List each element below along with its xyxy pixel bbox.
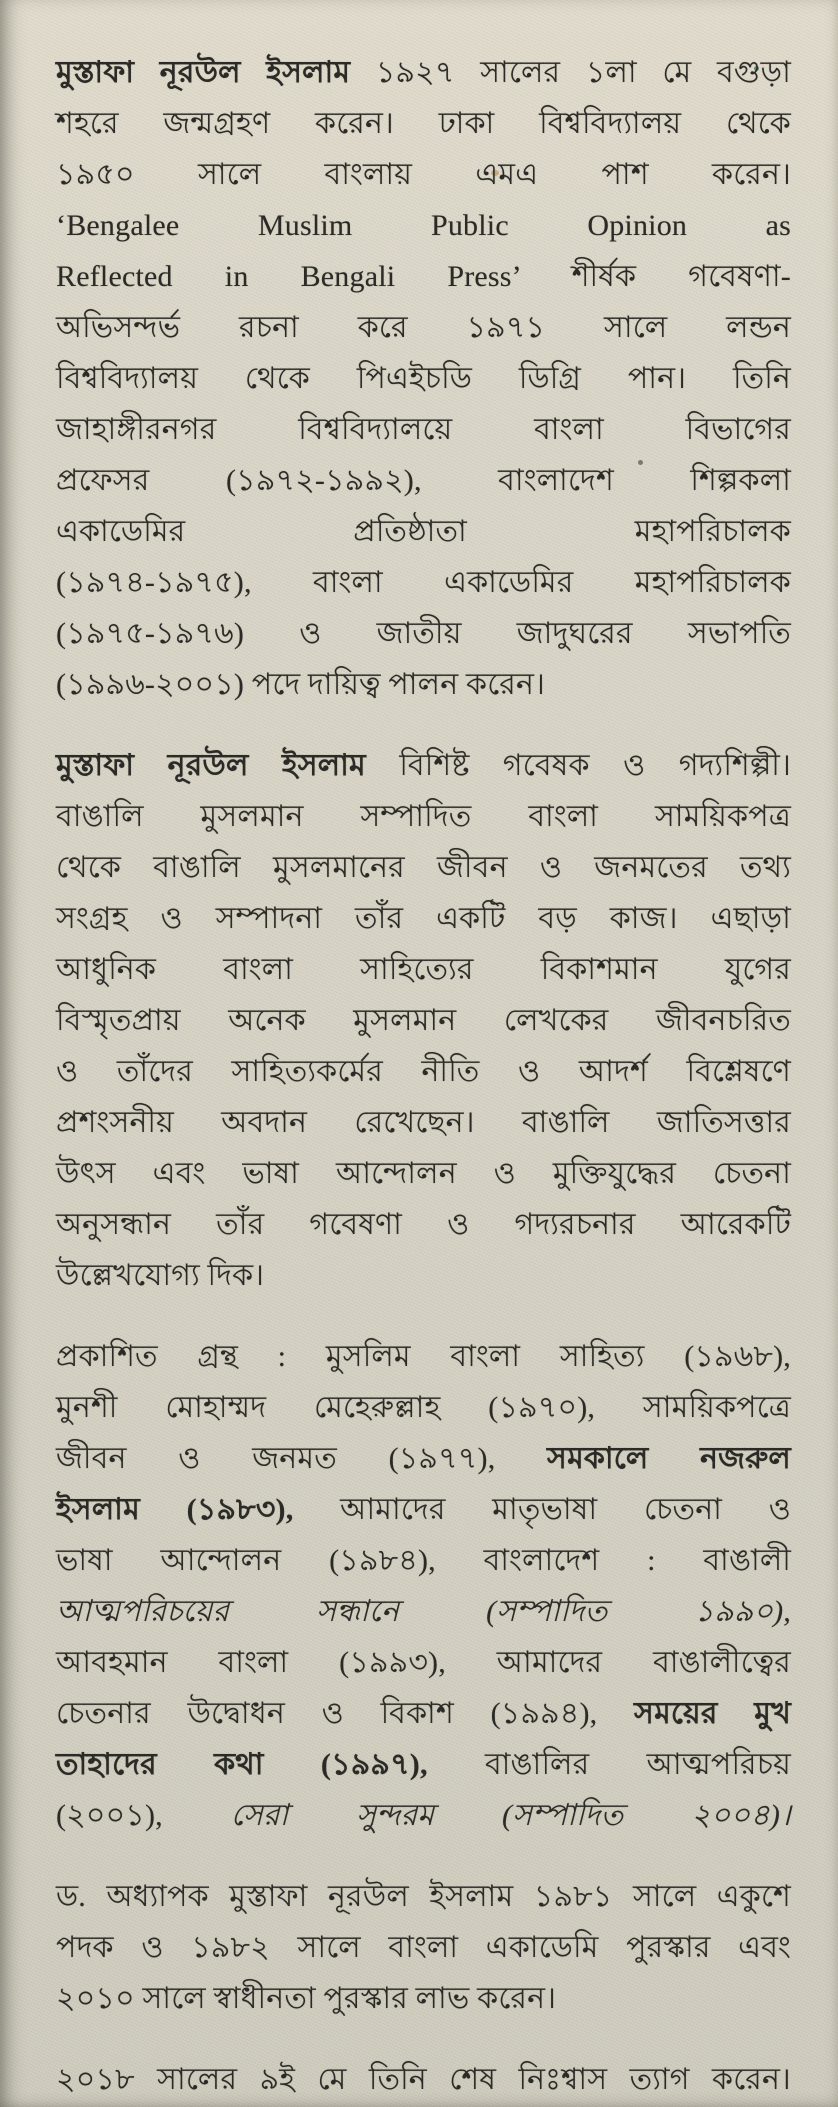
paragraph bbox=[56, 1871, 791, 2024]
text-line bbox=[56, 506, 791, 557]
text-segment: বাঙালির আত্মপরিচয় bbox=[427, 1748, 791, 1781]
text-line bbox=[56, 1871, 791, 1922]
text-segment: (১৯৯৬-২০০১) পদে দায়িত্ব পালন করেন। bbox=[56, 668, 545, 701]
text-segment: বাঙালি মুসলমান সম্পাদিত বাংলা সাময়িকপত্র bbox=[56, 800, 791, 833]
text-segment: পদক ও ১৯৮২ সালে বাংলা একাডেমি পুরস্কার এবং bbox=[56, 1931, 791, 1964]
text-line bbox=[56, 47, 791, 98]
text-line bbox=[56, 659, 791, 710]
paragraph bbox=[56, 2054, 791, 2105]
text-line bbox=[56, 353, 791, 404]
text-segment: ১৯২৭ সালের ১লা মে বগুড়া bbox=[375, 56, 792, 89]
text-line bbox=[56, 1973, 791, 2024]
paragraph bbox=[56, 740, 791, 1301]
text-segment: ২০১০ সালে স্বাধীনতা পুরস্কার লাভ করেন। bbox=[56, 1982, 557, 2015]
text-segment: আধুনিক বাংলা সাহিত্যের বিকাশমান যুগের bbox=[56, 953, 791, 986]
text-segment: জাহাঙ্গীরনগর বিশ্ববিদ্যালয়ে বাংলা বিভাগের bbox=[56, 413, 791, 446]
text-segment: একাডেমির প্রতিষ্ঠাতা মহাপরিচালক bbox=[56, 515, 791, 548]
text-segment: প্রশংসনীয় অবদান রেখেছেন। বাঙালি জাতিসত্তার bbox=[56, 1106, 791, 1139]
text-segment: উল্লেখযোগ্য দিক। bbox=[56, 1259, 265, 1292]
text-line bbox=[56, 842, 791, 893]
text-line bbox=[56, 98, 791, 149]
text-segment: শহরে জন্মগ্রহণ করেন। ঢাকা বিশ্ববিদ্যালয় থেকে bbox=[56, 107, 791, 140]
text-line bbox=[56, 404, 791, 455]
text-line bbox=[56, 1199, 791, 1250]
text-line bbox=[56, 251, 791, 302]
text-segment: বিশিষ্ট গবেষক ও গদ্যশিল্পী। bbox=[399, 749, 791, 782]
text-segment: ১৯৫০ সালে বাংলায় এমএ পাশ করেন। bbox=[56, 158, 791, 191]
text-line bbox=[56, 1535, 791, 1586]
text-segment: Reflected in Bengali Press’ শীর্ষক গবেষণা- bbox=[56, 260, 791, 293]
text-line bbox=[56, 1148, 791, 1199]
text-line bbox=[56, 557, 791, 608]
text-line bbox=[56, 1331, 791, 1382]
text-line bbox=[56, 995, 791, 1046]
text-line bbox=[56, 1586, 791, 1637]
text-segment: বিস্মৃতপ্রায় অনেক মুসলমান লেখকের জীবনচরিত bbox=[56, 1004, 791, 1037]
text-line bbox=[56, 1637, 791, 1688]
text-segment: (২০০১), bbox=[56, 1799, 231, 1832]
text-segment: সেরা সুন্দরম (সম্পাদিত ২০০৪)। bbox=[230, 1799, 791, 1832]
text-line bbox=[56, 1097, 791, 1148]
text-segment: প্রকাশিত গ্রন্থ : মুসলিম বাংলা সাহিত্য (১৯৬৮), bbox=[56, 1340, 791, 1373]
text-segment: আমাদের মাতৃভাষা চেতনা ও bbox=[293, 1493, 791, 1526]
text-segment: অভিসন্দর্ভ রচনা করে ১৯৭১ সালে লন্ডন bbox=[56, 311, 791, 344]
text-segment: প্রফেসর (১৯৭২-১৯৯২), বাংলাদেশ শিল্পকলা bbox=[56, 464, 791, 497]
text-segment: আবহমান বাংলা (১৯৯৩), আমাদের বাঙালীত্বের bbox=[56, 1646, 791, 1679]
paragraph bbox=[56, 1331, 791, 1841]
text-line bbox=[56, 791, 791, 842]
text-line bbox=[56, 944, 791, 995]
text-line bbox=[56, 1922, 791, 1973]
text-line bbox=[56, 1790, 791, 1841]
text-segment: জীবন ও জনমত (১৯৭৭), bbox=[56, 1442, 548, 1475]
text-line bbox=[56, 1739, 791, 1790]
text-segment: বিশ্ববিদ্যালয় থেকে পিএইচডি ডিগ্রি পান। তিনি bbox=[56, 362, 791, 395]
text-segment: সময়ের মুখ bbox=[634, 1697, 791, 1730]
text-segment: তাহাদের কথা (১৯৯৭), bbox=[56, 1748, 428, 1781]
text-segment: মুস্তাফা নূরউল ইসলাম bbox=[56, 56, 376, 89]
text-block bbox=[56, 47, 791, 2105]
text-line bbox=[56, 608, 791, 659]
paragraph bbox=[56, 47, 791, 710]
text-line bbox=[56, 1688, 791, 1739]
text-line bbox=[56, 740, 791, 791]
text-segment: ড. অধ্যাপক মুস্তাফা নূরউল ইসলাম ১৯৮১ সালে একুশে bbox=[56, 1880, 791, 1913]
text-segment: থেকে বাঙালি মুসলমানের জীবন ও জনমতের তথ্য bbox=[56, 851, 791, 884]
text-segment: ভাষা আন্দোলন (১৯৮৪), বাংলাদেশ : বাঙালী bbox=[56, 1544, 791, 1577]
text-line bbox=[56, 893, 791, 944]
text-line bbox=[56, 200, 791, 251]
text-segment: মুস্তাফা নূরউল ইসলাম bbox=[56, 749, 400, 782]
text-segment: উৎস এবং ভাষা আন্দোলন ও মুক্তিযুদ্ধের চেতনা bbox=[56, 1157, 791, 1190]
text-line bbox=[56, 1250, 791, 1301]
text-segment: (১৯৭৫-১৯৭৬) ও জাতীয় জাদুঘরের সভাপতি bbox=[56, 617, 791, 650]
text-segment: মুনশী মোহাম্মদ মেহেরুল্লাহ (১৯৭০), সাময়িকপত্রে bbox=[56, 1391, 791, 1424]
text-line bbox=[56, 149, 791, 200]
text-segment: চেতনার উদ্বোধন ও বিকাশ (১৯৯৪), bbox=[56, 1697, 635, 1730]
text-segment: ইসলাম (১৯৮৩), bbox=[56, 1493, 294, 1526]
text-segment: অনুসন্ধান তাঁর গবেষণা ও গদ্যরচনার আরেকটি bbox=[56, 1208, 791, 1241]
text-segment: আত্মপরিচয়ের সন্ধানে (সম্পাদিত ১৯৯০), bbox=[56, 1595, 791, 1628]
text-line bbox=[56, 455, 791, 506]
text-segment: সংগ্রহ ও সম্পাদনা তাঁর একটি বড় কাজ। এছাড়া bbox=[56, 902, 791, 935]
text-segment: সমকালে নজরুল bbox=[547, 1442, 791, 1475]
text-segment: ও তাঁদের সাহিত্যকর্মের নীতি ও আদর্শ বিশ্লেষণে bbox=[56, 1055, 791, 1088]
text-segment: ২০১৮ সালের ৯ই মে তিনি শেষ নিঃশ্বাস ত্যাগ করেন। bbox=[56, 2063, 791, 2096]
text-line bbox=[56, 1046, 791, 1097]
text-segment: (১৯৭৪-১৯৭৫), বাংলা একাডেমির মহাপরিচালক bbox=[56, 566, 791, 599]
text-line bbox=[56, 302, 791, 353]
text-line bbox=[56, 2054, 791, 2105]
text-line bbox=[56, 1382, 791, 1433]
text-line bbox=[56, 1433, 791, 1484]
text-segment: ‘Bengalee Muslim Public Opinion as bbox=[56, 209, 791, 242]
text-line bbox=[56, 1484, 791, 1535]
